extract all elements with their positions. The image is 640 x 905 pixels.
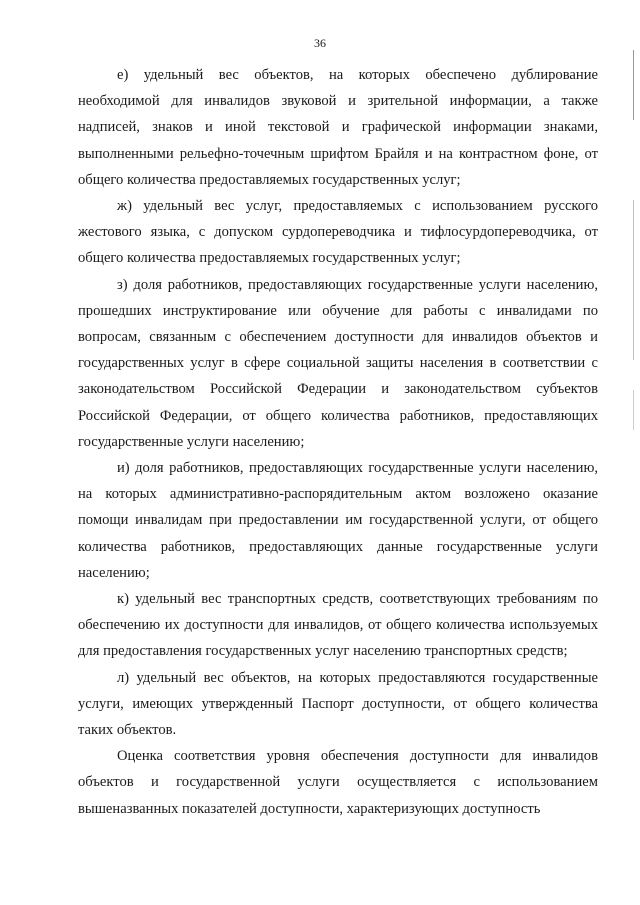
paragraph-i: и) доля работников, предоставляющих государственные услуги населению, на которых административно-распорядительным актом возложено оказание помощи инвалидам при предоставлении им государственной услуги, от общего количества работников, предоставляющих данные государственные услуги населению;	[78, 460, 598, 581]
paragraph-e: е) удельный вес объектов, на которых обеспечено дублирование необходимой для инвалидов звуковой и зрительной информации, а также надписей, знаков и иной текстовой и графической информации знаками, выполненными рельефно-точечным шрифтом Брайля и на контрастном фоне, от общего количества предоставляемых государственных услуг;	[78, 67, 598, 188]
document-body	[78, 62, 598, 822]
paragraph-assessment: Оценка соответствия уровня обеспечения доступности для инвалидов объектов и государственной услуги осуществляется с использованием вышеназванных показателей доступности, характеризующих доступность	[78, 748, 598, 817]
paragraph-z: з) доля работников, предоставляющих государственные услуги населению, прошедших инструктирование или обучение для работы с инвалидами по вопросам, связанным с обеспечением доступности для инвалидов объектов и государственных услуг в сфере социальной защиты населения в соответствии с законодательством Российской Федерации и законодательством субъектов Российской Федерации, от общего количества работников, предоставляющих государственные услуги населению;	[78, 276, 598, 450]
paragraph-l: л) удельный вес объектов, на которых предоставляются государственные услуги, имеющих утвержденный Паспорт доступности, от общего количества таких объектов.	[78, 669, 598, 739]
page-number: 36	[314, 36, 326, 50]
scan-edge-mark	[633, 50, 634, 120]
paragraph-k: к) удельный вес транспортных средств, соответствующих требованиям по обеспечению их доступности для инвалидов, от общего количества используемых для предоставления государственных услуг населению транспортных средств;	[78, 591, 598, 660]
scan-edge-mark	[633, 390, 634, 430]
paragraph-zh: ж) удельный вес услуг, предоставляемых с использованием русского жестового языка, с допуском сурдопереводчика и тифлосурдопереводчика, от общего количества предоставляемых государственных услуг;	[78, 198, 598, 267]
scan-edge-mark	[633, 200, 634, 360]
